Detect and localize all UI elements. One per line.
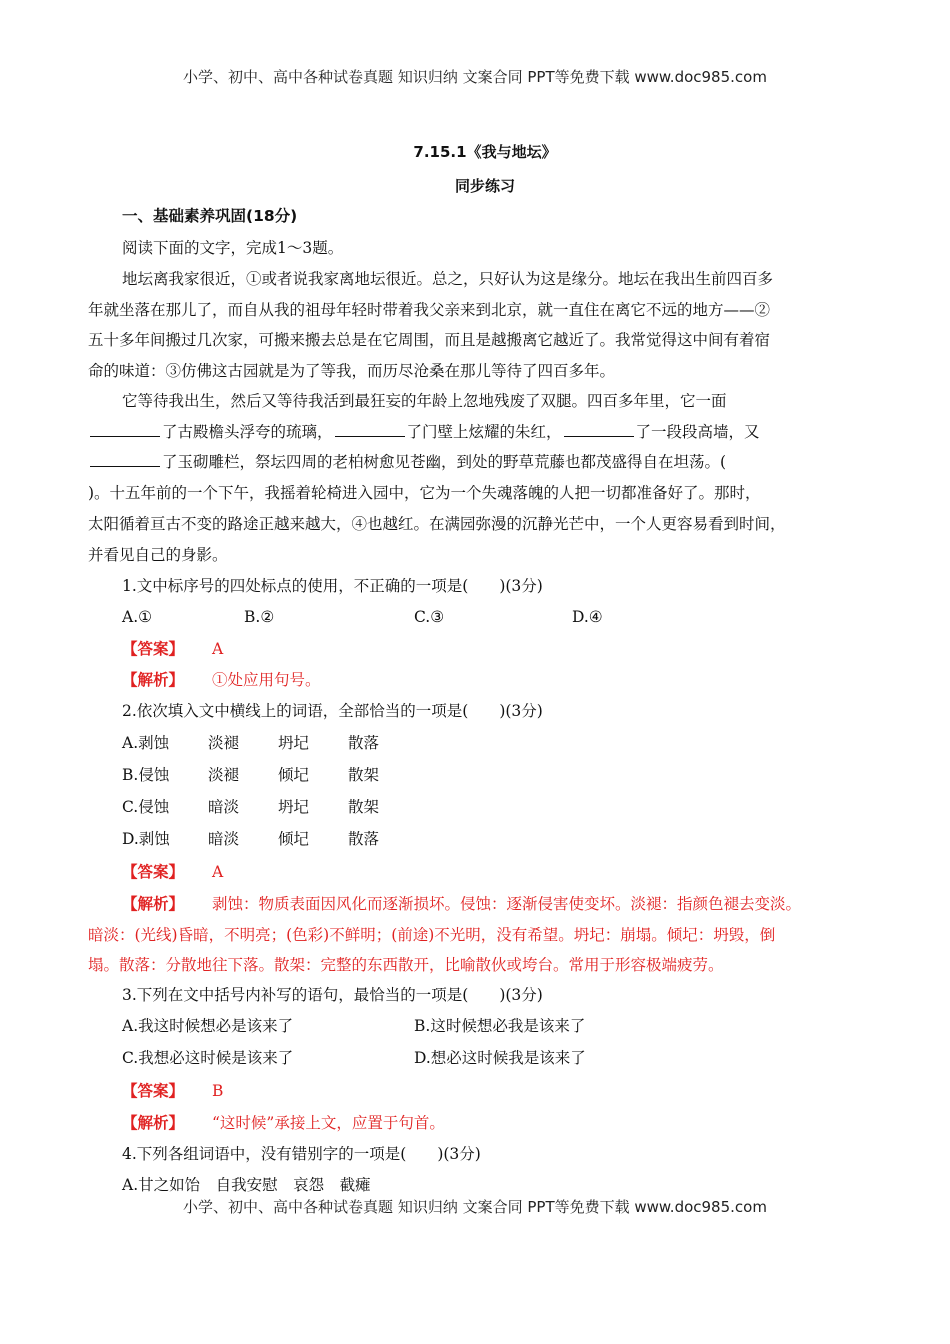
option-c[interactable]	[122, 797, 379, 817]
option-word: 倾圮	[278, 766, 310, 784]
option-word: B.侵蚀	[122, 766, 170, 784]
answer-label: 【答案】	[122, 1082, 185, 1100]
analysis-text: ①处应用句号。	[212, 671, 321, 689]
option-word: A.剥蚀	[122, 734, 170, 752]
passage-line: 年就坐落在那儿了，而自从我的祖母年轻时带着我父亲来到北京，就一直住在离它不远的地方——②	[88, 301, 771, 319]
option-word: D.剥蚀	[122, 830, 170, 848]
answer-label: 【答案】	[122, 863, 185, 881]
analysis-label: 【解析】	[122, 671, 185, 689]
option-word: 暗淡	[208, 830, 240, 848]
option-b[interactable]: B.②	[244, 608, 275, 626]
option-a[interactable]	[122, 733, 379, 753]
passage-line: )。十五年前的一个下午，我摇着轮椅进入园中，它为一个失魂落魄的人把一切都准备好了。那时，	[88, 484, 761, 502]
question-stem: 1.文中标序号的四处标点的使用，不正确的一项是( )(3分)	[122, 577, 543, 595]
page-subtitle: 同步练习	[454, 177, 515, 195]
passage-line: 地坛离我家很近，①或者说我家离地坛很近。总之，只好认为这是缘分。地坛在我出生前四百多	[122, 270, 774, 288]
section-heading: 一、基础素养巩固(18分)	[122, 207, 298, 225]
answer-value: B	[212, 1082, 224, 1100]
passage-line: 它等待我出生，然后又等待我活到最狂妄的年龄上忽地残废了双腿。四百多年里，它一面	[122, 392, 727, 410]
option-b[interactable]: B.这时候想必我是该来了	[414, 1017, 586, 1035]
question-stem: 3.下列在文中括号内补写的语句，最恰当的一项是( )(3分)	[122, 986, 543, 1004]
option-word: 散架	[348, 798, 380, 816]
answer-label: 【答案】	[122, 640, 185, 658]
question-stem: 4.下列各组词语中，没有错别字的一项是( )(3分)	[122, 1145, 481, 1163]
option-c[interactable]: C.③	[414, 608, 445, 626]
option-word: 淡褪	[208, 766, 240, 784]
fill-blank-4[interactable]	[90, 452, 160, 467]
option-d[interactable]: D.想必这时候我是该来了	[414, 1049, 586, 1067]
option-word: 散落	[348, 830, 380, 848]
option-word: 暗淡	[208, 798, 240, 816]
analysis-label: 【解析】	[122, 895, 185, 913]
page-title: 7.15.1《我与地坛》	[413, 143, 557, 161]
analysis-text: 剥蚀：物质表面因风化而逐渐损坏。侵蚀：逐渐侵害使变坏。淡褪：指颜色褪去变淡。	[212, 895, 802, 913]
analysis-line	[122, 894, 801, 914]
answer-value: A	[212, 640, 224, 658]
option-a[interactable]: A.我这时候想必是该来了	[122, 1017, 294, 1035]
option-word: 淡褪	[208, 734, 240, 752]
fill-blank-3[interactable]	[564, 422, 634, 437]
option-d[interactable]	[122, 829, 379, 849]
option-d[interactable]: D.④	[572, 608, 603, 626]
analysis-line	[122, 1113, 445, 1133]
option-a[interactable]: A.①	[122, 608, 153, 626]
option-c[interactable]: C.我想必这时候是该来了	[122, 1049, 294, 1067]
option-word: C.侵蚀	[122, 798, 170, 816]
analysis-line	[122, 670, 321, 690]
analysis-text: 暗淡：(光线)昏暗，不明亮；(色彩)不鲜明；(前途)不光明，没有希望。坍圮：崩塌。倾圮：坍毁，倒	[88, 926, 776, 944]
fill-blank-2[interactable]	[335, 422, 405, 437]
page-footer[interactable]: 小学、初中、高中各种试卷真题 知识归纳 文案合同 PPT等免费下载 www.doc985.com	[183, 1198, 767, 1216]
option-word: 坍圮	[278, 734, 310, 752]
passage-fragment: 了玉砌雕栏，祭坛四周的老柏树愈见苍幽，到处的野草荒藤也都茂盛得自在坦荡。(	[162, 453, 727, 471]
analysis-label: 【解析】	[122, 1114, 185, 1132]
passage-line: 命的味道：③仿佛这古园就是为了等我，而历尽沧桑在那儿等待了四百多年。	[88, 362, 616, 380]
answer-line	[122, 639, 223, 659]
passage-fragment: 了一段段高墙，又	[635, 423, 760, 441]
option-word: 散落	[348, 734, 380, 752]
option-b[interactable]	[122, 765, 379, 785]
passage-line: 太阳循着亘古不变的路途正越来越大，④也越红。在满园弥漫的沉静光芒中，一个人更容易看到时间，	[88, 515, 786, 533]
answer-line	[122, 862, 223, 882]
analysis-text: “这时候”承接上文，应置于句首。	[212, 1114, 445, 1132]
option-word: 倾圮	[278, 830, 310, 848]
passage-fragment: 了古殿檐头浮夸的琉璃，	[162, 423, 333, 441]
option-word: 坍圮	[278, 798, 310, 816]
instruction: 阅读下面的文字，完成1～3题。	[122, 239, 344, 257]
page-header[interactable]: 小学、初中、高中各种试卷真题 知识归纳 文案合同 PPT等免费下载 www.doc985.com	[183, 68, 767, 86]
passage-line: 五十多年间搬过几次家，可搬来搬去总是在它周围，而且是越搬离它越近了。我常觉得这中间有着宿	[88, 331, 771, 349]
passage-fragment: 了门壁上炫耀的朱红，	[406, 423, 562, 441]
question-stem: 2.依次填入文中横线上的词语，全部恰当的一项是( )(3分)	[122, 702, 543, 720]
passage-line: 并看见自己的身影。	[88, 546, 228, 564]
option-word: 散架	[348, 766, 380, 784]
answer-value: A	[212, 863, 224, 881]
answer-line	[122, 1081, 223, 1101]
passage-line-blanks	[88, 422, 760, 442]
analysis-text: 塌。散落：分散地往下落。散架：完整的东西散开，比喻散伙或垮台。常用于形容极端疲劳。	[88, 956, 724, 974]
option-a[interactable]: A.甘之如饴 自我安慰 哀怨 截瘫	[122, 1176, 371, 1194]
fill-blank-1[interactable]	[90, 422, 160, 437]
passage-line-blanks	[88, 452, 726, 472]
